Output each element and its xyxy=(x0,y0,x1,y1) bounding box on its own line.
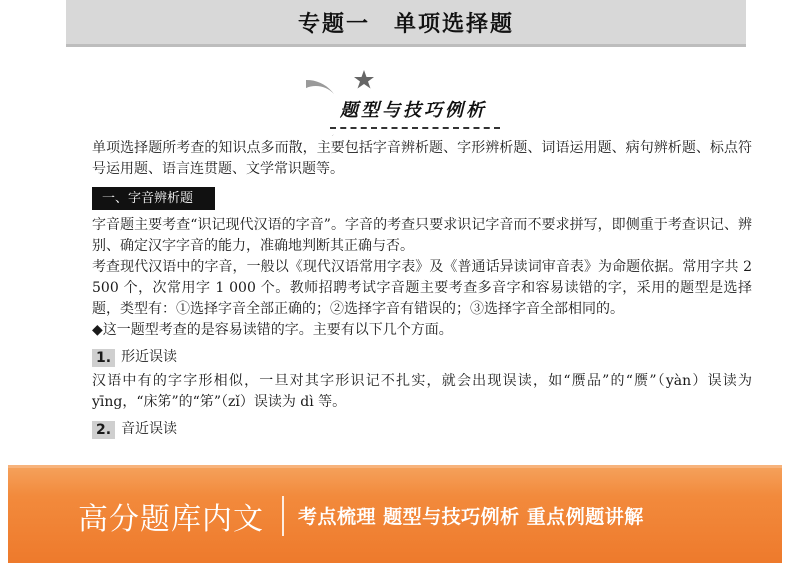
section-header xyxy=(306,66,516,136)
chapter-title: 专题一 单项选择题 xyxy=(297,11,514,37)
subheading-1 xyxy=(92,347,752,368)
section-title: 题型与技巧例析 xyxy=(340,100,487,121)
banner-separator xyxy=(282,496,284,536)
heading-phonetics: 一、字音辨析题 xyxy=(92,187,215,210)
intro-paragraph: 单项选择题所考查的知识点多而散，主要包括字音辨析题、字形辨析题、词语运用题、病句辨析题、标点符号运用题、语言连贯题、文学常识题等。 xyxy=(92,140,752,177)
chapter-title-bar xyxy=(66,0,746,47)
subheading-label: 形近误读 xyxy=(121,349,178,365)
subheading-2 xyxy=(92,419,752,440)
promo-banner xyxy=(8,465,782,563)
subheading-number: 2. xyxy=(92,421,115,439)
paragraph-2: 考查现代汉语中的字音，一般以《现代汉语常用字表》及《普通话异读词审音表》为命题依据。常用字共 2 500 个，次常用字 1 000 个。教师招聘考试字音题主要考查多音字和容易读错的字，采用的题型是选择题，类型有：①选择字音全部正确的；②选择字音有错误的；③选择字音全部相同的。 xyxy=(92,259,752,317)
bullet-note: ◆这一题型考查的是容易读错的字。主要有以下几个方面。 xyxy=(92,322,453,338)
subheading-label: 音近误读 xyxy=(121,421,178,437)
banner-main-text: 高分题库内文 xyxy=(78,501,264,537)
paragraph-1: 字音题主要考查“识记现代汉语的字音”。字音的考查只要求识记字音而不要求拼写，即侧重于考查识记、辨别、确定汉字字音的能力，准确地判断其正确与否。 xyxy=(92,217,752,254)
banner-sub-text: 考点梳理 题型与技巧例析 重点例题讲解 xyxy=(298,506,644,528)
subheading-number: 1. xyxy=(92,349,115,367)
section-divider xyxy=(330,127,500,129)
paragraph-3: 汉语中有的字字形相似，一旦对其字形识记不扎实，就会出现误读，如“赝品”的“赝”（yàn）误读为 yīng，“床笫”的“笫”（zǐ）误读为 dì 等。 xyxy=(92,373,752,410)
document-body xyxy=(92,138,752,443)
